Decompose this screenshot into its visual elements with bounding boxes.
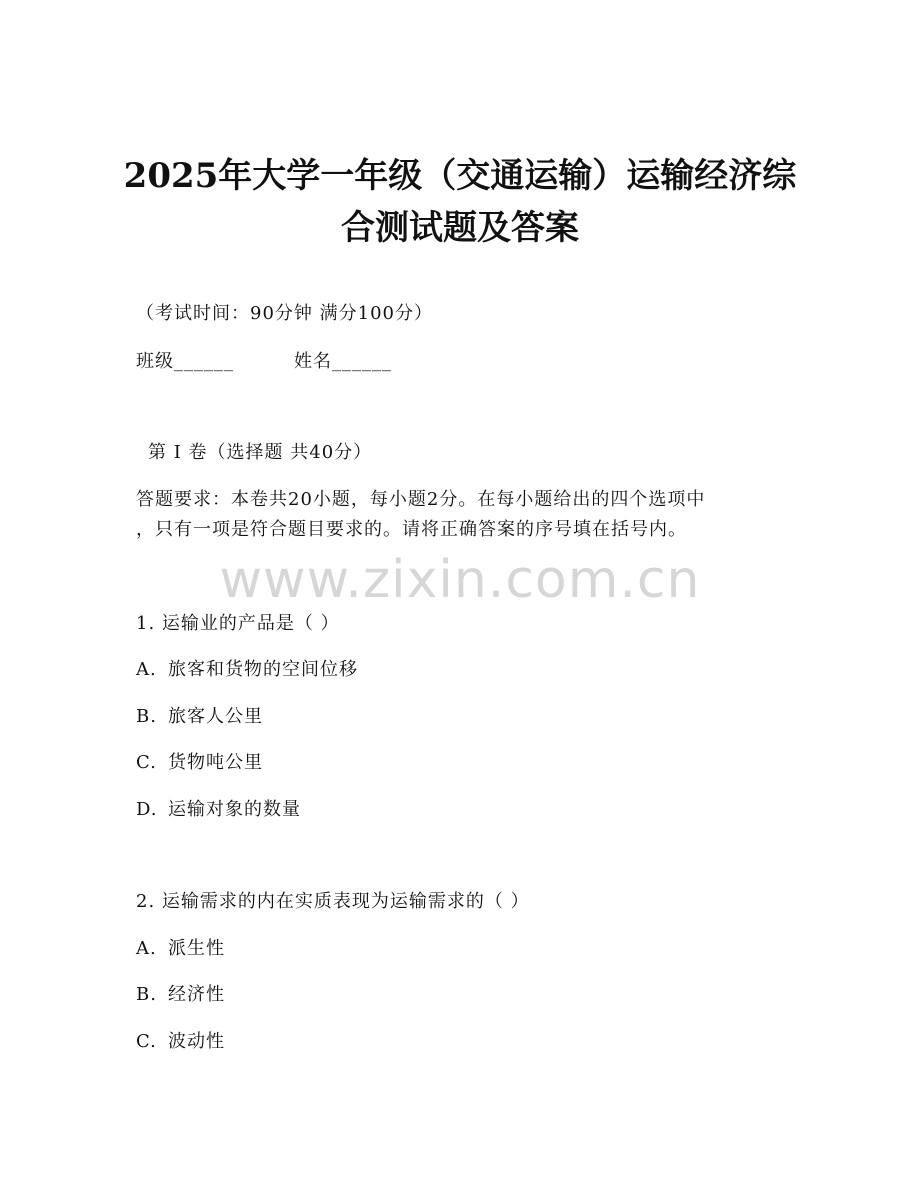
option-letter: C. <box>136 752 157 773</box>
instructions-line-1: 答题要求：本卷共20小题，每小题2分。在每小题给出的四个选项中 <box>136 489 706 510</box>
option-letter: A. <box>136 659 157 680</box>
question-1-option-d <box>136 798 301 822</box>
question-1-stem: 1. 运输业的产品是（ ） <box>136 613 340 634</box>
option-text: 经济性 <box>168 984 225 1005</box>
exam-info: （考试时间：90分钟 满分100分） <box>136 303 433 324</box>
name-field-label: 姓名______ <box>294 351 392 372</box>
section-heading: 第 I 卷（选择题 共40分） <box>148 442 373 463</box>
watermark: www.zixin.com.cn <box>219 550 701 610</box>
class-field-label: 班级______ <box>136 351 234 372</box>
question-2-option-c <box>136 1030 225 1054</box>
question-2-stem: 2. 运输需求的内在实质表现为运输需求的（ ） <box>136 891 530 912</box>
question-1-option-a <box>136 658 358 682</box>
question-1-option-b <box>136 705 263 729</box>
option-letter: C. <box>136 1031 157 1052</box>
option-text: 旅客和货物的空间位移 <box>168 659 358 680</box>
option-text: 派生性 <box>168 938 225 959</box>
option-text: 货物吨公里 <box>168 752 263 773</box>
instructions-line-2: ，只有一项是符合题目要求的。请将正确答案的序号填在括号内。 <box>136 519 687 540</box>
document-title-line-1: 2025年大学一年级（交通运输）运输经济综 <box>123 156 797 196</box>
option-letter: B. <box>136 706 157 727</box>
question-1-option-c <box>136 751 263 775</box>
option-letter: B. <box>136 984 157 1005</box>
option-text: 旅客人公里 <box>168 706 263 727</box>
question-2-option-a <box>136 937 225 961</box>
document-title-line-2: 合测试题及答案 <box>341 208 579 248</box>
option-letter: D. <box>136 799 158 820</box>
option-text: 运输对象的数量 <box>168 799 301 820</box>
option-text: 波动性 <box>168 1031 225 1052</box>
question-2-option-b <box>136 983 225 1007</box>
option-letter: A. <box>136 938 157 959</box>
